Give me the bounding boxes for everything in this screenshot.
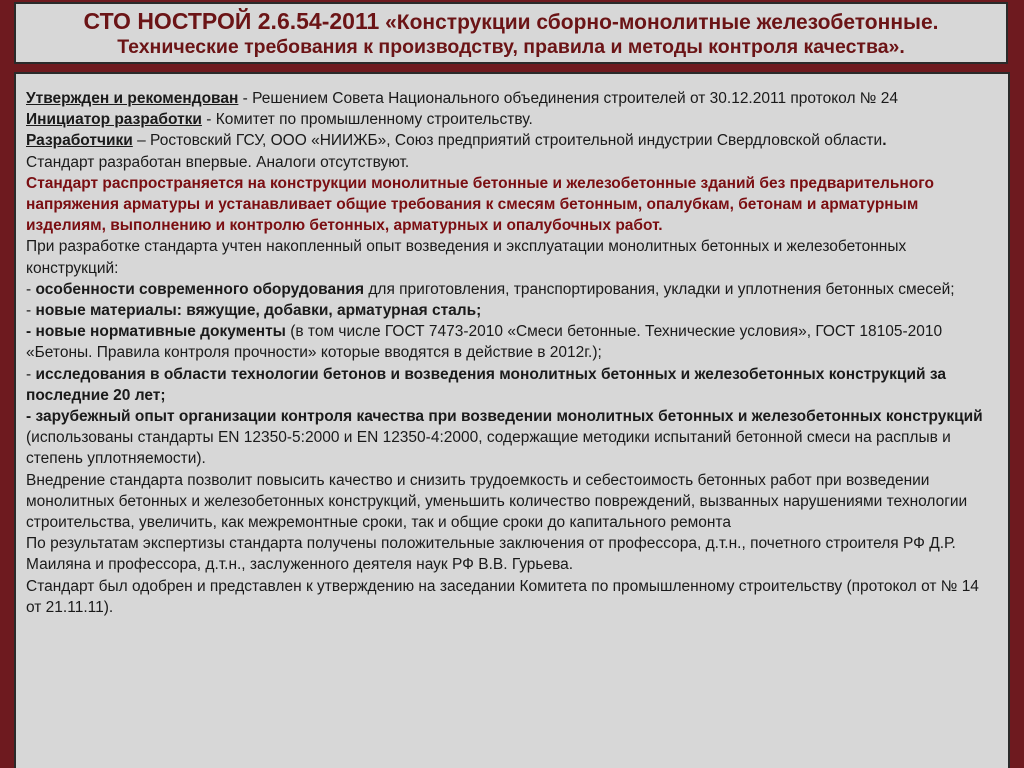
item-materials [26, 300, 996, 321]
item-equipment [26, 279, 996, 300]
initiator-label: Инициатор разработки [26, 111, 202, 129]
approved-text: - Решением Совета Национального объединения строителей от 30.12.2011 протокол № 24 [238, 90, 898, 107]
item-equipment-text: для приготовления, транспортирования, укладки и уплотнения бетонных смесей; [364, 280, 955, 298]
item-materials-bold: новые материалы: вяжущие, добавки, арматурная сталь; [35, 302, 482, 320]
item-foreign-text: (использованы стандарты EN 12350-5:2000 и EN 12350-4:2000, содержащие методики испытаний бетонной смеси на расплыв и степень уплотняемости). [26, 429, 951, 468]
item-documents [26, 321, 996, 363]
standard-code: СТО НОСТРОЙ 2.6.54-2011 [83, 8, 380, 34]
item-foreign [26, 406, 996, 470]
title-line-1 [16, 9, 1006, 35]
developers-label: Разработчики [26, 132, 133, 150]
approved-label: Утвержден и рекомендован [26, 90, 239, 107]
item-materials-dash: - [26, 302, 36, 320]
scope-paragraph: Стандарт распространяется на конструкции монолитные бетонные и железобетонные зданий без предварительного напряжения арматуры и устанавливает общие требования к смесям бетонным, опалубкам, бетонам и арматурным изделиям, выполнению и контролю бетонных, арматурных и опалубочных работ. [26, 174, 934, 235]
item-equipment-dash: - [26, 280, 36, 298]
item-documents-bold: - новые нормативные документы [26, 323, 286, 341]
first-development-note: Стандарт разработан впервые. Аналоги отсутствуют. [26, 153, 410, 171]
approved-paragraph [26, 88, 996, 109]
benefits-paragraph: Внедрение стандарта позволит повысить качество и снизить трудоемкость и себестоимость бетонных работ при возведении монолитных бетонных и железобетонных конструкций, уменьшить количество повреждений, вызванных нарушениями технологии строительства, увеличить, как межремонтные сроки, так и общие сроки до капитального ремонта [26, 471, 968, 532]
experience-intro: При разработке стандарта учтен накопленный опыт возведения и эксплуатации монолитных бетонных и железобетонных конструкций: [26, 238, 907, 277]
item-research [26, 364, 996, 406]
item-research-dash: - [26, 365, 36, 383]
developers-paragraph [26, 130, 996, 151]
item-research-bold: исследования в области технологии бетонов и возведения монолитных бетонных и железобетонных конструкций за последние 20 лет; [26, 365, 946, 404]
title-box [14, 2, 1008, 64]
initiator-text: - Комитет по промышленному строительству. [201, 111, 533, 129]
item-documents-text: (в том числе ГОСТ 7473-2010 «Смеси бетонные. Технические условия», ГОСТ 18105-2010 «Бетоны. Правила контроля прочности» которые вводятся в действие в 2012г.); [26, 323, 943, 362]
standard-name-part-2: Технические требования к производству, правила и методы контроля качества». [117, 36, 905, 58]
item-foreign-bold: - зарубежный опыт организации контроля качества при возведении монолитных бетонных и железобетонных конструкций [26, 408, 983, 426]
initiator-paragraph [26, 109, 996, 130]
content-panel [14, 72, 1010, 768]
expertise-paragraph: По результатам экспертизы стандарта получены положительные заключения от профессора, д.т.н., почетного строителя РФ Д.Р. Маиляна и профессора, д.т.н., заслуженного деятеля наук РФ В.В. Гурьева. [26, 535, 956, 574]
developers-dot: . [882, 132, 887, 150]
item-equipment-bold: особенности современного оборудования [35, 280, 365, 298]
committee-paragraph: Стандарт был одобрен и представлен к утверждению на заседании Комитета по промышленному строительству (протокол от № 14 от 21.11.11). [26, 577, 979, 616]
standard-name-part-1: «Конструкции сборно-монолитные железобетонные. [379, 11, 939, 34]
developers-text: – Ростовский ГСУ, ООО «НИИЖБ», Союз предприятий строительной индустрии Свердловской области [132, 132, 883, 150]
